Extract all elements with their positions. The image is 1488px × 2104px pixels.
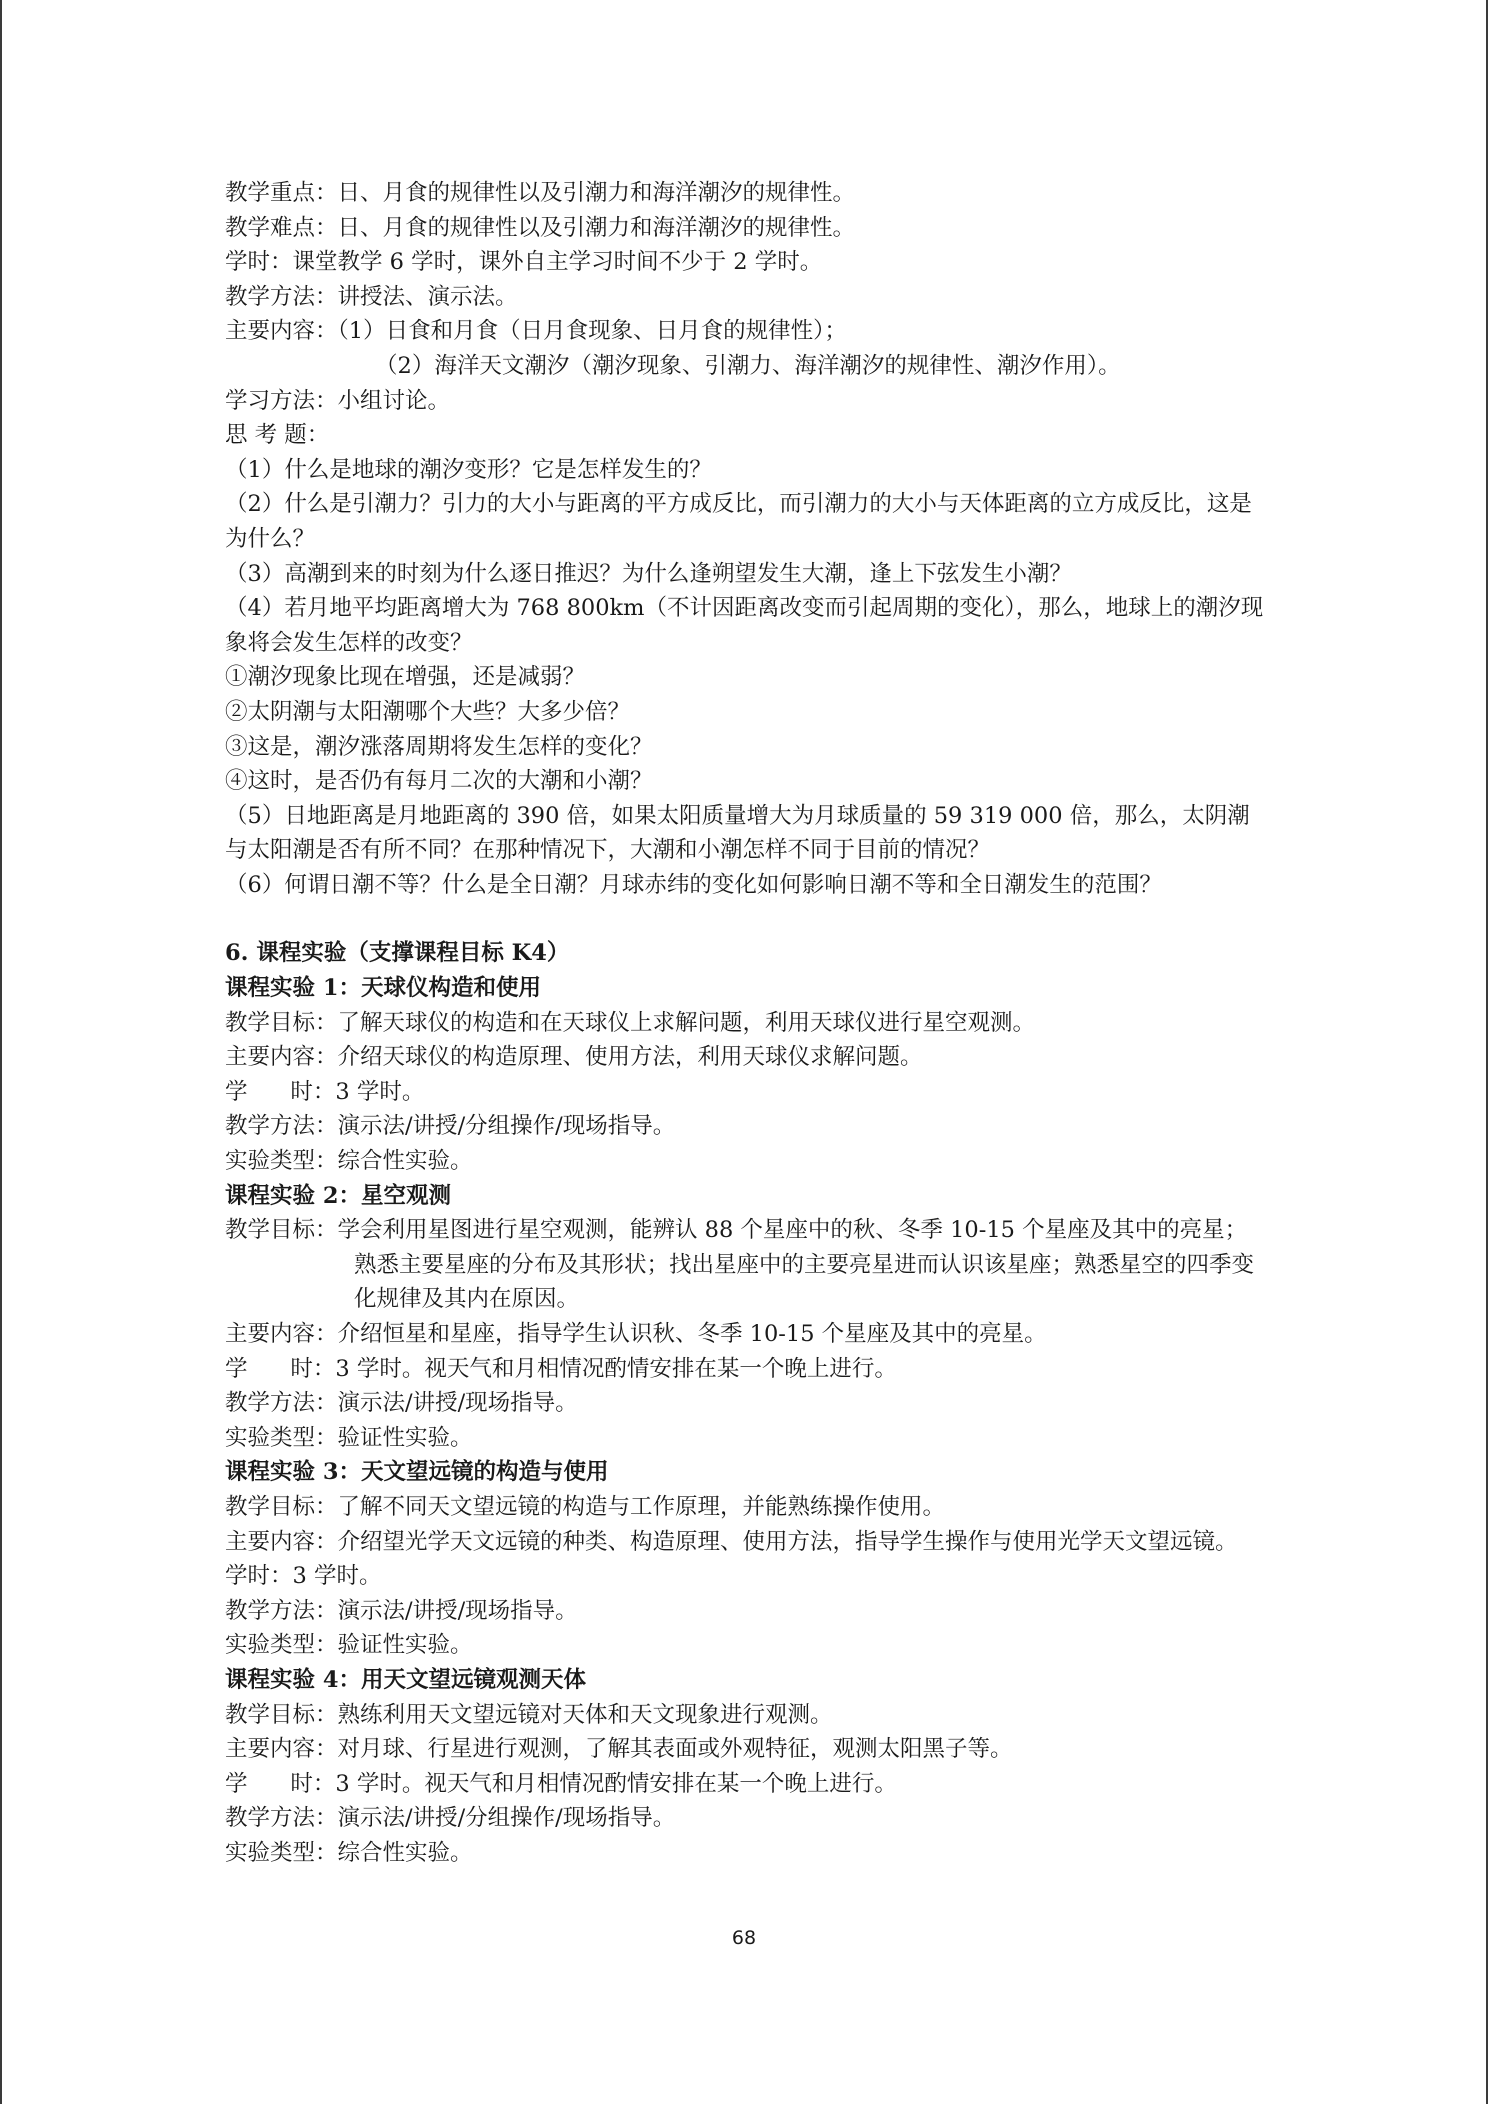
sub-question-item: ②太阴潮与太阳潮哪个大些？大多少倍？ — [225, 698, 631, 725]
question-item: （5）日地距离是月地距离的 390 倍，如果太阳质量增大为月球质量的 59 319 000 倍，那么，太阴潮与太阳潮是否有所不同？在那种情况下，大潮和小潮怎样不同于目前的情况？ — [225, 802, 1250, 864]
question-item: （2）什么是引潮力？引力的大小与距离的平方成反比，而引潮力的大小与天体距离的立方成反比，这是为什么？ — [225, 491, 1252, 552]
experiment-content: 主要内容：对月球、行星进行观测，了解其表面或外观特征，观测太阳黑子等。 — [225, 1736, 1013, 1763]
experiment-hours: 学时：3 学时。 — [225, 1563, 382, 1590]
section-heading: 6. 课程实验（支撑课程目标 K4） — [225, 940, 570, 967]
experiment-type: 实验类型：综合性实验。 — [225, 1148, 473, 1175]
questions-label: 思 考 题： — [225, 422, 330, 449]
experiment-type: 实验类型：验证性实验。 — [225, 1424, 473, 1451]
hours-line: 学时：课堂教学 6 学时，课外自主学习时间不少于 2 学时。 — [225, 249, 823, 276]
sub-question-item: ③这是，潮汐涨落周期将发生怎样的变化？ — [225, 733, 653, 760]
sub-question-item: ①潮汐现象比现在增强，还是减弱？ — [225, 664, 586, 691]
experiment-hours: 学 时：3 学时。 — [225, 1078, 425, 1105]
question-item: （3）高潮到来的时刻为什么逐日推迟？为什么逢朔望发生大潮，逢上下弦发生小潮？ — [225, 560, 1072, 587]
teaching-method-line: 教学方法：讲授法、演示法。 — [225, 283, 518, 310]
main-content-line: 主要内容：（1）日食和月食（日月食现象、日月食的规律性）； — [225, 318, 847, 345]
question-item: （1）什么是地球的潮汐变形？它是怎样发生的？ — [225, 456, 712, 483]
experiment-method: 教学方法：演示法/讲授/现场指导。 — [225, 1597, 578, 1624]
page-number: 68 — [731, 1927, 757, 1949]
page-edge-left — [0, 0, 2, 2104]
experiment-method: 教学方法：演示法/讲授/现场指导。 — [225, 1390, 578, 1417]
experiment-content: 主要内容：介绍望光学天文远镜的种类、构造原理、使用方法，指导学生操作与使用光学天文望远镜。 — [225, 1528, 1238, 1555]
experiment-goal: 教学目标：学会利用星图进行星空观测，能辨认 88 个星座中的秋、冬季 10-15 个星座及其中的亮星；熟悉主要星座的分布及其形状；找出星座中的主要亮星进而认识该星座；熟悉星空的四季变化规律及其内在原因。 — [225, 1217, 1255, 1313]
experiment-content: 主要内容：介绍天球仪的构造原理、使用方法，利用天球仪求解问题。 — [225, 1044, 923, 1071]
experiment-goal: 教学目标：了解天球仪的构造和在天球仪上求解问题，利用天球仪进行星空观测。 — [225, 1009, 1036, 1036]
experiment-content: 主要内容：介绍恒星和星座，指导学生认识秋、冬季 10-15 个星座及其中的亮星。 — [225, 1321, 1047, 1347]
experiment-method: 教学方法：演示法/讲授/分组操作/现场指导。 — [225, 1805, 676, 1832]
experiment-title: 课程实验 2：星空观测 — [225, 1182, 451, 1209]
experiment-type: 实验类型：综合性实验。 — [225, 1839, 473, 1866]
difficulties-line: 教学难点：日、月食的规律性以及引潮力和海洋潮汐的规律性。 — [225, 214, 856, 241]
key-points-line: 教学重点：日、月食的规律性以及引潮力和海洋潮汐的规律性。 — [225, 180, 856, 206]
experiment-type: 实验类型：验证性实验。 — [225, 1632, 473, 1659]
experiment-hours: 学 时：3 学时。视天气和月相情况酌情安排在某一个晚上进行。 — [225, 1355, 897, 1382]
document-body — [225, 176, 1265, 1871]
experiment-goal: 教学目标：熟练利用天文望远镜对天体和天文现象进行观测。 — [225, 1701, 833, 1728]
experiment-title: 课程实验 1：天球仪构造和使用 — [225, 975, 541, 1002]
sub-question-item: ④这时，是否仍有每月二次的大潮和小潮？ — [225, 768, 653, 795]
main-content-continued: （2）海洋天文潮汐（潮汐现象、引潮力、海洋潮汐的规律性、潮汐作用）。 — [375, 352, 1121, 379]
experiment-method: 教学方法：演示法/讲授/分组操作/现场指导。 — [225, 1113, 676, 1140]
experiment-goal: 教学目标：了解不同天文望远镜的构造与工作原理，并能熟练操作使用。 — [225, 1493, 946, 1520]
experiment-title: 课程实验 4：用天文望远镜观测天体 — [225, 1666, 586, 1693]
question-item: （6）何谓日潮不等？什么是全日潮？月球赤纬的变化如何影响日潮不等和全日潮发生的范围？ — [225, 871, 1162, 898]
experiment-hours: 学 时：3 学时。视天气和月相情况酌情安排在某一个晚上进行。 — [225, 1770, 897, 1797]
study-method-line: 学习方法：小组讨论。 — [225, 387, 451, 414]
experiment-title: 课程实验 3：天文望远镜的构造与使用 — [225, 1459, 609, 1486]
question-item: （4）若月地平均距离增大为 768 800km（不计因距离改变而引起周期的变化），那么，地球上的潮汐现象将会发生怎样的改变？ — [225, 595, 1264, 656]
